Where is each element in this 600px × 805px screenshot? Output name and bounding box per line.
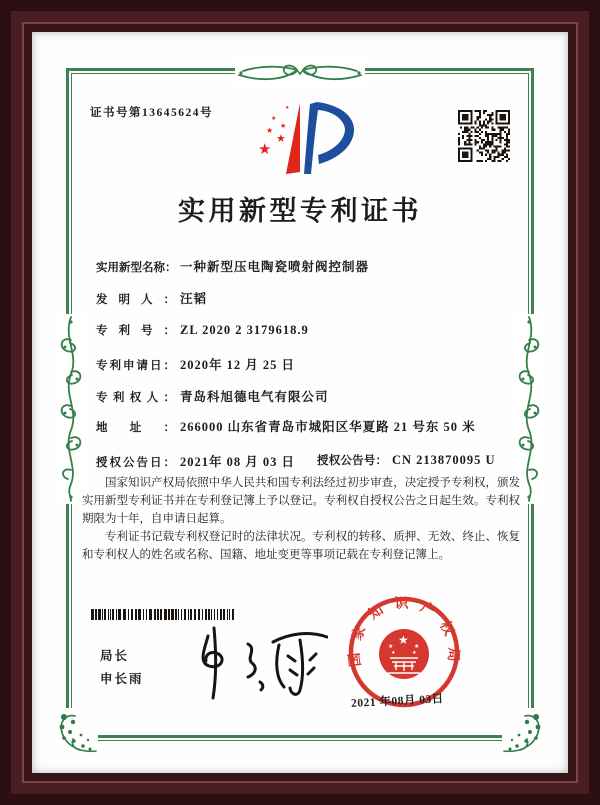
svg-text:★: ★ — [412, 650, 417, 656]
field-value: 汪韬 — [180, 292, 208, 306]
svg-text:★: ★ — [391, 650, 396, 656]
field-row-filing-date — [96, 355, 295, 373]
field-value: 266000 山东省青岛市城阳区华夏路 21 号东 50 米 — [180, 420, 476, 434]
director-title: 局长 — [100, 649, 130, 663]
seal-date: 2021 年08月 03日 — [350, 693, 445, 710]
field-label: 专利号： — [96, 325, 175, 337]
seal-org-text: 国家知识产权局 — [347, 596, 461, 668]
handwritten-signature-icon — [178, 622, 328, 707]
svg-text:★: ★ — [285, 105, 290, 111]
field-row-patentee — [96, 387, 329, 405]
cnipa-patent-logo-icon — [253, 97, 359, 181]
corner-floral-icon — [56, 710, 98, 754]
field-value: 青岛科旭德电气有限公司 — [180, 390, 329, 404]
field-label: 专利权人： — [96, 392, 175, 404]
svg-text:★: ★ — [276, 132, 286, 145]
field-row-grant — [96, 452, 496, 470]
svg-text:★: ★ — [414, 643, 420, 650]
field-label: 地址： — [96, 422, 175, 434]
legal-text — [82, 474, 520, 564]
field-value: 一种新型压电陶瓷喷射阀控制器 — [180, 260, 370, 274]
field-value: ZL 2020 2 3179618.9 — [180, 323, 309, 337]
svg-text:★: ★ — [266, 126, 274, 135]
svg-text:★: ★ — [398, 633, 409, 647]
field-label: 专利申请日： — [96, 360, 175, 372]
field-value: 2020年 12 月 25 日 — [180, 358, 296, 372]
field-value: CN 213870095 U — [392, 453, 496, 467]
field-label: 发明人： — [96, 294, 175, 306]
certificate-number: 证书号第13645624号 — [90, 107, 213, 119]
field-row-patent-no — [96, 322, 309, 338]
green-border-bottom-inner — [98, 740, 502, 741]
legal-paragraph: 专利证书记载专利权登记时的法律状况。专利权的转移、质押、无效、终止、恢复和专利权人的姓名或名称、国籍、地址变更等事项记载在专利登记簿上。 — [82, 531, 520, 561]
svg-text:★: ★ — [280, 122, 287, 130]
grant-number-pair — [317, 452, 496, 468]
field-value: 2021年 08 月 03 日 — [180, 455, 296, 469]
certificate-title: 实用新型专利证书 — [178, 196, 422, 226]
director-name: 申长雨 — [100, 672, 144, 686]
field-label: 授权公告日： — [96, 457, 175, 469]
field-label: 授权公告号： — [317, 455, 387, 467]
legal-paragraph: 国家知识产权局依照中华人民共和国专利法经过初步审查，决定授予专利权，颁发实用新型专利证书并在专利登记簿上予以登记。专利权自授权公告之日起生效。专利权期限为十年，自申请日起算。 — [82, 477, 520, 525]
corner-floral-icon — [502, 710, 544, 754]
svg-text:★: ★ — [388, 643, 394, 650]
top-flourish-icon — [235, 58, 365, 88]
qr-code-icon — [458, 110, 510, 162]
field-row-name — [96, 257, 369, 275]
barcode-icon — [91, 609, 237, 620]
svg-text:★: ★ — [271, 115, 277, 122]
field-label: 实用新型名称： — [96, 262, 177, 274]
field-row-inventor — [96, 289, 207, 307]
svg-text:★: ★ — [258, 140, 272, 158]
field-row-address — [96, 417, 476, 435]
green-border-bottom-outer — [98, 735, 502, 738]
